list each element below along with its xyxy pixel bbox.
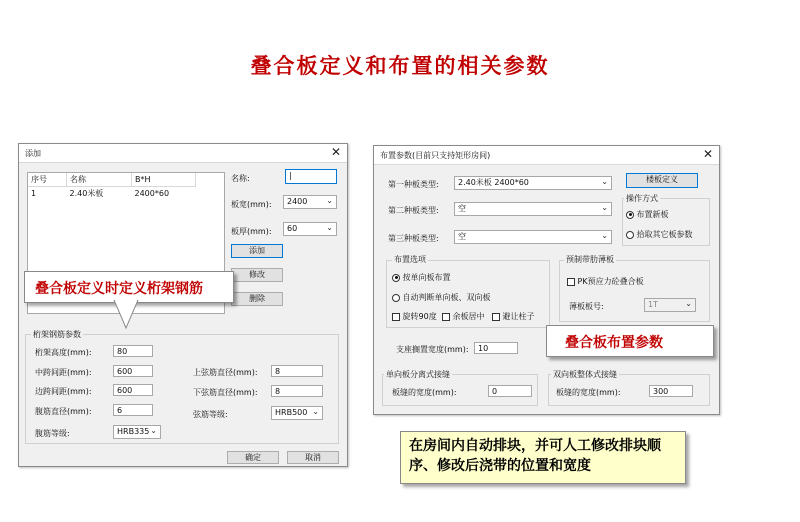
checkbox-icon [442, 313, 450, 321]
note-text: 在房间内自动排块，并可人工修改排块顺序、修改后浇带的位置和宽度 [409, 438, 661, 474]
chevron-down-icon: ⌄ [685, 299, 692, 308]
top-chord-label: 上弦筋直径(mm): [193, 368, 258, 377]
web-dia-input[interactable]: 6 [113, 404, 153, 416]
name-label: 名称: [231, 174, 250, 183]
chevron-down-icon: ⌄ [150, 426, 157, 435]
web-dia-label: 腹筋直径(mm): [35, 407, 92, 416]
page-title: 叠合板定义和布置的相关参数 [250, 53, 550, 78]
modify-button[interactable]: 修改 [231, 268, 283, 282]
truss-height-label: 桁架高度(mm): [35, 348, 92, 357]
slab-define-button[interactable]: 楼板定义 [626, 173, 698, 188]
cancel-button[interactable]: 取消 [287, 451, 339, 464]
note-box [400, 431, 686, 484]
column-header[interactable]: 序号 [28, 173, 67, 187]
auto-judge-radio[interactable]: 自动判断单向板、双向板 [392, 292, 491, 303]
callout-pointer [112, 300, 142, 330]
thin-plate-label: 薄板板号: [569, 302, 604, 311]
twoway-gap-label: 板缝的宽度(mm): [556, 388, 621, 397]
layout-options-title: 布置选项 [394, 255, 426, 264]
add-dialog-title: 添加 [25, 149, 41, 158]
pk-checkbox[interactable]: PK预应力砼叠合板 [567, 276, 644, 287]
type2-label: 第二种板类型: [388, 206, 439, 215]
single-direction-radio[interactable]: 按单向板布置 [392, 272, 451, 283]
chevron-down-icon: ⌄ [326, 196, 333, 205]
web-grade-select[interactable]: HRB335 ⌄ [113, 425, 161, 439]
type2-select[interactable]: 空 ⌄ [454, 202, 612, 216]
precast-group-title: 预制带肋薄板 [566, 255, 614, 264]
callout-truss [24, 271, 234, 303]
chevron-down-icon: ⌄ [312, 407, 319, 416]
add-dialog-titlebar [19, 144, 347, 163]
close-icon[interactable]: ✕ [330, 145, 341, 159]
oneway-gap-input[interactable]: 0 [488, 385, 532, 397]
center-remainder-checkbox[interactable]: 余板居中 [442, 311, 485, 322]
width-label: 板宽(mm): [231, 200, 272, 209]
support-width-label: 支座搁置宽度(mm): [396, 345, 469, 354]
type1-label: 第一种板类型: [388, 180, 439, 189]
add-dialog [18, 143, 348, 467]
callout-truss-text: 叠合板定义时定义桁架钢筋 [35, 281, 203, 297]
delete-button[interactable]: 删除 [231, 292, 283, 306]
type3-label: 第三种板类型: [388, 234, 439, 243]
thickness-select[interactable]: 60 ⌄ [283, 222, 337, 236]
mid-spacing-input[interactable]: 600 [113, 365, 153, 377]
callout-layout [546, 325, 714, 357]
edge-spacing-input[interactable]: 600 [113, 384, 153, 396]
radio-selected-icon [392, 274, 400, 282]
name-input[interactable]: | [285, 169, 337, 184]
add-button[interactable]: 添加 [231, 244, 283, 258]
list-cell: 2400*60 [134, 189, 170, 198]
truss-height-input[interactable]: 80 [113, 345, 153, 357]
radio-icon [392, 294, 400, 302]
bottom-chord-label: 下弦筋直径(mm): [193, 388, 258, 397]
chord-grade-select[interactable]: HRB500 ⌄ [271, 406, 323, 420]
chevron-down-icon: ⌄ [601, 203, 608, 212]
op-new-radio[interactable]: 布置新板 [626, 209, 669, 220]
ok-button[interactable]: 确定 [227, 451, 279, 464]
op-group-title: 操作方式 [626, 194, 658, 203]
layout-dialog-title: 布置参数(目前只支持矩形房间) [380, 151, 491, 160]
radio-selected-icon [626, 211, 634, 219]
list-cell: 2.40米板 [69, 189, 104, 198]
mid-spacing-label: 中跨间距(mm): [35, 368, 92, 377]
bottom-chord-input[interactable]: 8 [271, 385, 323, 397]
avoid-column-checkbox[interactable]: 避让柱子 [492, 311, 535, 322]
oneway-gap-label: 板缝的宽度(mm): [392, 388, 457, 397]
column-header[interactable]: 名称 [67, 173, 132, 187]
chevron-down-icon: ⌄ [601, 177, 608, 186]
twoway-group-title: 双向板整体式接缝 [553, 370, 617, 379]
table-row[interactable] [28, 187, 196, 201]
support-width-input[interactable]: 10 [474, 342, 518, 354]
top-chord-input[interactable]: 8 [271, 365, 323, 377]
checkbox-icon [392, 313, 400, 321]
layout-dialog-titlebar [374, 146, 719, 165]
truss-group-title: 桁架钢筋参数 [33, 330, 81, 339]
edge-spacing-label: 边跨间距(mm): [35, 387, 92, 396]
thin-plate-select[interactable]: 1T ⌄ [644, 298, 696, 312]
checkbox-icon [567, 278, 575, 286]
chord-grade-label: 弦筋等级: [193, 410, 228, 419]
radio-icon [626, 231, 634, 239]
chevron-down-icon: ⌄ [326, 223, 333, 232]
type1-select[interactable]: 2.40米板 2400*60 ⌄ [454, 176, 612, 190]
op-pick-radio[interactable]: 拾取其它板参数 [626, 229, 693, 240]
list-header [28, 173, 196, 187]
web-grade-label: 腹筋等级: [35, 429, 70, 438]
type3-select[interactable]: 空 ⌄ [454, 230, 612, 244]
list-cell: 1 [31, 189, 37, 198]
width-select[interactable]: 2400 ⌄ [283, 195, 337, 209]
callout-layout-text: 叠合板布置参数 [565, 335, 663, 351]
oneway-group-title: 单向板分离式接缝 [386, 370, 450, 379]
rotate-checkbox[interactable]: 旋转90度 [392, 311, 437, 322]
column-header[interactable]: B*H [132, 173, 196, 187]
thickness-label: 板厚(mm): [231, 227, 272, 236]
close-icon[interactable]: ✕ [702, 147, 713, 161]
layout-dialog [373, 145, 720, 415]
twoway-gap-input[interactable]: 300 [649, 385, 693, 397]
precast-group [559, 260, 710, 322]
checkbox-icon [492, 313, 500, 321]
chevron-down-icon: ⌄ [601, 231, 608, 240]
